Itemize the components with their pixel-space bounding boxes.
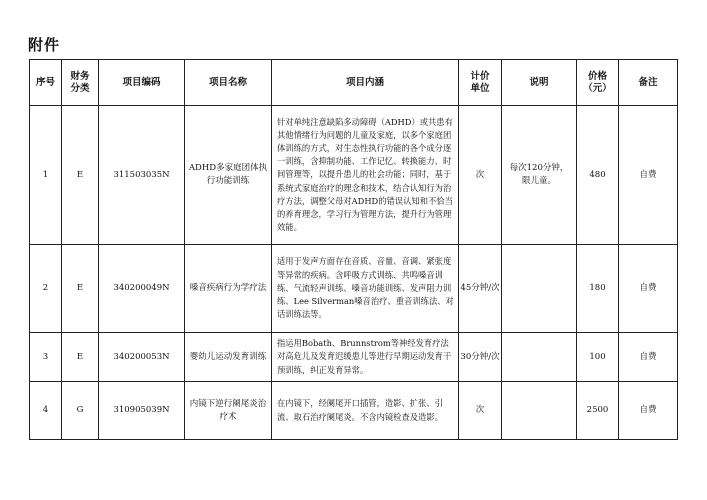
cell-code: 311503035N [99,106,185,245]
cell-fin-cat: E [62,106,99,245]
cell-note [502,382,577,440]
cell-seq: 4 [30,382,62,440]
cell-content: 在内镜下，经阑尾开口插管，造影、扩张、引流、取石治疗阑尾炎。不含内镜检查及造影。 [272,382,459,440]
cell-unit: 45分钟/次 [459,245,502,333]
table-row [30,245,678,333]
cell-unit: 次 [459,106,502,245]
header-note: 说明 [502,60,577,106]
header-price-text: 价格 （元） [583,70,612,94]
header-fin-cat [62,60,99,106]
cell-remark: 自费 [619,333,678,382]
header-seq: 序号 [30,60,62,106]
cell-price: 180 [577,245,619,333]
header-code: 项目编码 [99,60,185,106]
header-content: 项目内涵 [272,60,459,106]
cell-unit: 30分钟/次 [459,333,502,382]
cell-remark: 自费 [619,245,678,333]
header-fin-cat-text: 财务 分类 [70,70,90,94]
cell-unit: 次 [459,382,502,440]
cell-remark: 自费 [619,382,678,440]
cell-name: 嗓音疾病行为学疗法 [185,245,272,333]
cell-code: 340200053N [99,333,185,382]
header-unit-text: 计价 单位 [470,70,490,94]
cell-note [502,333,577,382]
header-price [577,60,619,106]
cell-fin-cat: G [62,382,99,440]
cell-price: 2500 [577,382,619,440]
header-row [30,60,678,106]
cell-seq: 1 [30,106,62,245]
cell-seq: 2 [30,245,62,333]
cell-fin-cat: E [62,245,99,333]
cell-code: 340200049N [99,245,185,333]
cell-price: 100 [577,333,619,382]
cell-content: 针对单纯注意缺陷多动障碍（ADHD）或共患有其他情绪行为问题的儿童及家庭，以多个家庭团体训练的方式，对生态性执行功能的各个成分逐一训练，含抑制功能、工作记忆、转换能力、时间管理等，以提升患儿的社会功能；同时，基于系统式家庭治疗的理念和技术，结合认知行为治疗方法，调整父母对ADHD的错误认知和不恰当的养育理念，学习行为管理方法，提升行为管理效能。 [272,106,459,245]
table-row [30,333,678,382]
table-row [30,106,678,245]
cell-content: 适用于发声方面存在音质、音量、音调、紧张度等异常的疾病。含呼吸方式训练、共鸣嗓音训练、气流轻声训练、嗓音功能训练、发声阻力训练、Lee Silverman嗓音治疗、重音训练法、对话训练法等。 [272,245,459,333]
header-name: 项目名称 [185,60,272,106]
cell-name: 婴幼儿运动发育训练 [185,333,272,382]
cell-price: 480 [577,106,619,245]
cell-remark: 自费 [619,106,678,245]
header-unit [459,60,502,106]
page-title: 附件 [28,36,61,54]
table-row [30,382,678,440]
cell-content: 指运用Bobath、Brunnstrom等神经发育疗法对高危儿及发育迟缓患儿等进行早期运动发育干预训练，纠正发育异常。 [272,333,459,382]
fee-table [29,59,678,440]
cell-name: 内镜下逆行阑尾炎治疗术 [185,382,272,440]
cell-code: 310905039N [99,382,185,440]
header-remark: 备注 [619,60,678,106]
cell-note [502,245,577,333]
cell-seq: 3 [30,333,62,382]
cell-note: 每次120分钟，限儿童。 [502,106,577,245]
cell-fin-cat: E [62,333,99,382]
cell-name: ADHD多家庭团体执行功能训练 [185,106,272,245]
